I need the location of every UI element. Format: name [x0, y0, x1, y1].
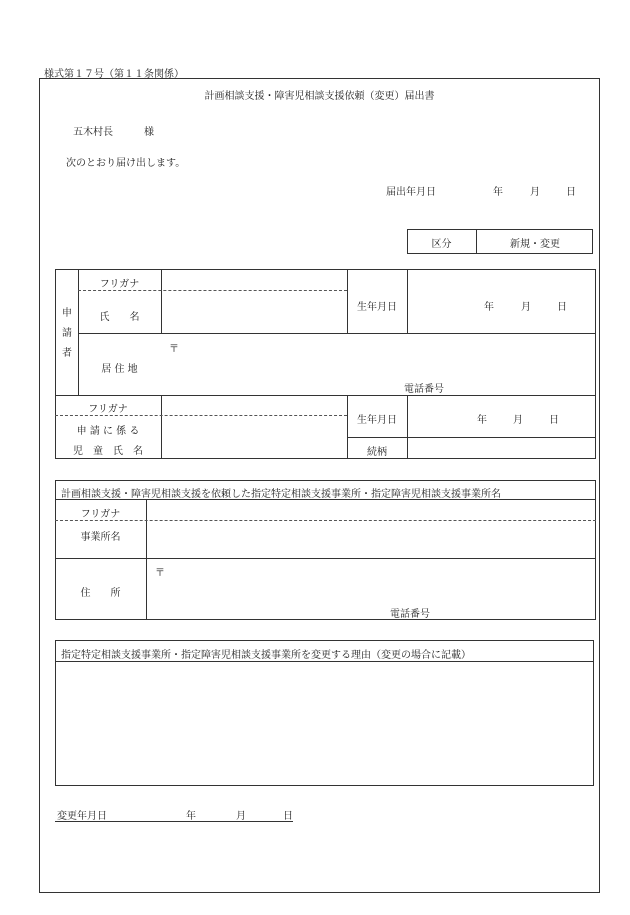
addressee-honorific: 様 [144, 127, 154, 138]
submission-date-field[interactable] [446, 180, 574, 198]
change-month-unit: 月 [236, 811, 246, 822]
office-furigana-label: フリガナ [80, 509, 121, 520]
child-relation-label: 続柄 [367, 447, 387, 458]
child-birth-day-unit: 日 [549, 415, 559, 426]
office-phone-label: 電話番号 [390, 609, 430, 620]
applicant-phone-label: 電話番号 [404, 384, 444, 395]
change-date-input[interactable] [120, 804, 292, 821]
reason-input[interactable] [57, 663, 592, 784]
office-address-label: 住 所 [80, 588, 121, 599]
applicant-birthdate-input[interactable] [409, 271, 595, 332]
applicant-furigana-input[interactable] [163, 271, 346, 289]
submission-month-unit: 月 [530, 187, 540, 198]
category-selector[interactable]: 新規・変更 [510, 239, 560, 250]
applicant-birth-day-unit: 日 [557, 302, 567, 313]
office-postal-mark: 〒 [155, 568, 165, 579]
office-address-input[interactable] [148, 560, 595, 619]
child-furigana-label: フリガナ [88, 404, 128, 415]
applicant-furigana-label: フリガナ [99, 279, 140, 290]
child-furigana-input[interactable] [163, 397, 346, 414]
child-birthdate-input[interactable] [409, 397, 595, 436]
applicant-birth-year-unit: 年 [484, 302, 494, 313]
child-name-input[interactable] [163, 417, 346, 458]
submission-year-unit: 年 [493, 187, 503, 198]
office-heading: 計画相談支援・障害児相談支援を依頼した指定特定相談支援事業所・指定障害児相談支援事業所名 [61, 489, 501, 500]
applicant-name-input[interactable] [163, 292, 346, 332]
applicant-address-label: 居 住 地 [101, 364, 138, 375]
office-name-input[interactable] [148, 522, 595, 557]
child-name-label-line1: 申 請 に 係 る [76, 426, 140, 437]
applicant-birthdate-label: 生年月日 [357, 302, 397, 313]
form-title: 計画相談支援・障害児相談支援依頼（変更）届出書 [204, 91, 435, 102]
child-birth-year-unit: 年 [477, 415, 487, 426]
change-date-label: 変更年月日 [57, 811, 107, 822]
applicant-group-label: 申 請 者 [62, 308, 72, 359]
submission-date-label: 届出年月日 [386, 187, 436, 198]
child-relation-input[interactable] [409, 439, 595, 458]
applicant-birth-month-unit: 月 [521, 302, 531, 313]
applicant-postal-mark: 〒 [169, 344, 179, 355]
submission-day-unit: 日 [566, 187, 576, 198]
child-birth-month-unit: 月 [513, 415, 523, 426]
reason-heading: 指定特定相談支援事業所・指定障害児相談支援事業所を変更する理由（変更の場合に記載） [61, 650, 471, 661]
addressee-name: 五木村長 [73, 127, 113, 138]
child-name-label-line2: 児 童 氏 名 [73, 446, 143, 457]
applicant-address-input[interactable] [163, 335, 595, 394]
form-number: 様式第１７号（第１１条関係） [44, 69, 184, 80]
category-label: 区分 [431, 239, 452, 250]
change-year-unit: 年 [186, 811, 196, 822]
office-furigana-input[interactable] [148, 501, 595, 519]
office-name-label: 事業所名 [80, 532, 121, 543]
intro-text: 次のとおり届け出します。 [66, 158, 186, 169]
applicant-name-label: 氏 名 [99, 312, 140, 323]
change-day-unit: 日 [283, 811, 293, 822]
child-birthdate-label: 生年月日 [357, 415, 397, 426]
